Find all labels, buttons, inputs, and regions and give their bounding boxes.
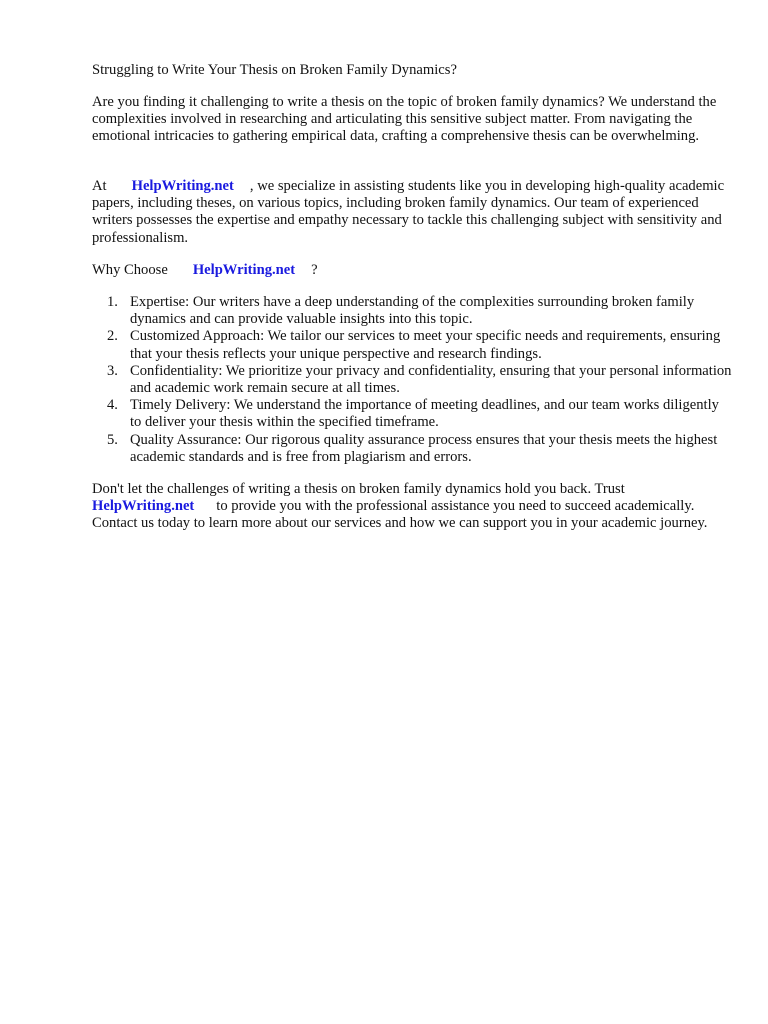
list-item xyxy=(92,432,732,466)
list-item-number: 4. xyxy=(107,397,118,414)
closing-suffix: to provide you with the professional assistance you need to succeed academically. Contact us today to learn more about our services and how we can support you in your academic journey. xyxy=(92,498,708,532)
why-prefix: Why Choose xyxy=(92,262,168,278)
list-item-number: 2. xyxy=(107,328,118,345)
intro-paragraph: Are you finding it challenging to write a thesis on the topic of broken family dynamics? We understand the complexities involved in researching and articulating this sensitive subject matter. From navigating the emotional intricacies to gathering empirical data, crafting a comprehensive thesis can be overwhelming. xyxy=(92,94,717,145)
why-choose-heading xyxy=(92,262,732,279)
helpwriting-link[interactable]: HelpWriting.net xyxy=(92,498,195,515)
list-item-text: Timely Delivery: We understand the importance of meeting deadlines, and our team works diligently to deliver your thesis within the specified timeframe. xyxy=(130,397,719,431)
helpwriting-link[interactable]: HelpWriting.net xyxy=(131,178,234,194)
list-item-number: 3. xyxy=(107,362,118,379)
list-item xyxy=(92,328,732,362)
closing-prefix: Don't let the challenges of writing a thesis on broken family dynamics hold you back. Trust xyxy=(92,481,625,497)
list-item xyxy=(92,294,732,328)
list-item-text: Quality Assurance: Our rigorous quality assurance process ensures that your thesis meets the highest academic standards and is free from plagiarism and errors. xyxy=(130,431,718,465)
why-suffix: ? xyxy=(311,262,318,278)
document-title: Struggling to Write Your Thesis on Broken Family Dynamics? xyxy=(92,62,457,78)
list-item-text: Customized Approach: We tailor our services to meet your specific needs and requirements, ensuring that your thesis reflects your unique perspective and research findings. xyxy=(130,328,721,362)
about-suffix: , we specialize in assisting students like you in developing high-quality academic papers, including theses, on various topics, including broken family dynamics. Our team of experienced writers possesses the expertise and empathy necessary to tackle this challenging subject with sensitivity and professionalism. xyxy=(92,178,725,246)
list-item xyxy=(92,397,732,431)
list-item-number: 1. xyxy=(107,294,118,310)
about-paragraph xyxy=(92,178,732,247)
closing-paragraph xyxy=(92,481,732,533)
reasons-list xyxy=(92,294,732,466)
list-item xyxy=(92,363,732,397)
list-item-text: Expertise: Our writers have a deep understanding of the complexities surrounding broken family dynamics and can provide valuable insights into this topic. xyxy=(130,294,695,328)
list-item-text: Confidentiality: We prioritize your privacy and confidentiality, ensuring that your personal information and academic work remain secure at all times. xyxy=(130,362,732,397)
list-item-number: 5. xyxy=(107,431,118,448)
helpwriting-link[interactable]: HelpWriting.net xyxy=(192,262,296,278)
about-prefix: At xyxy=(92,178,107,194)
